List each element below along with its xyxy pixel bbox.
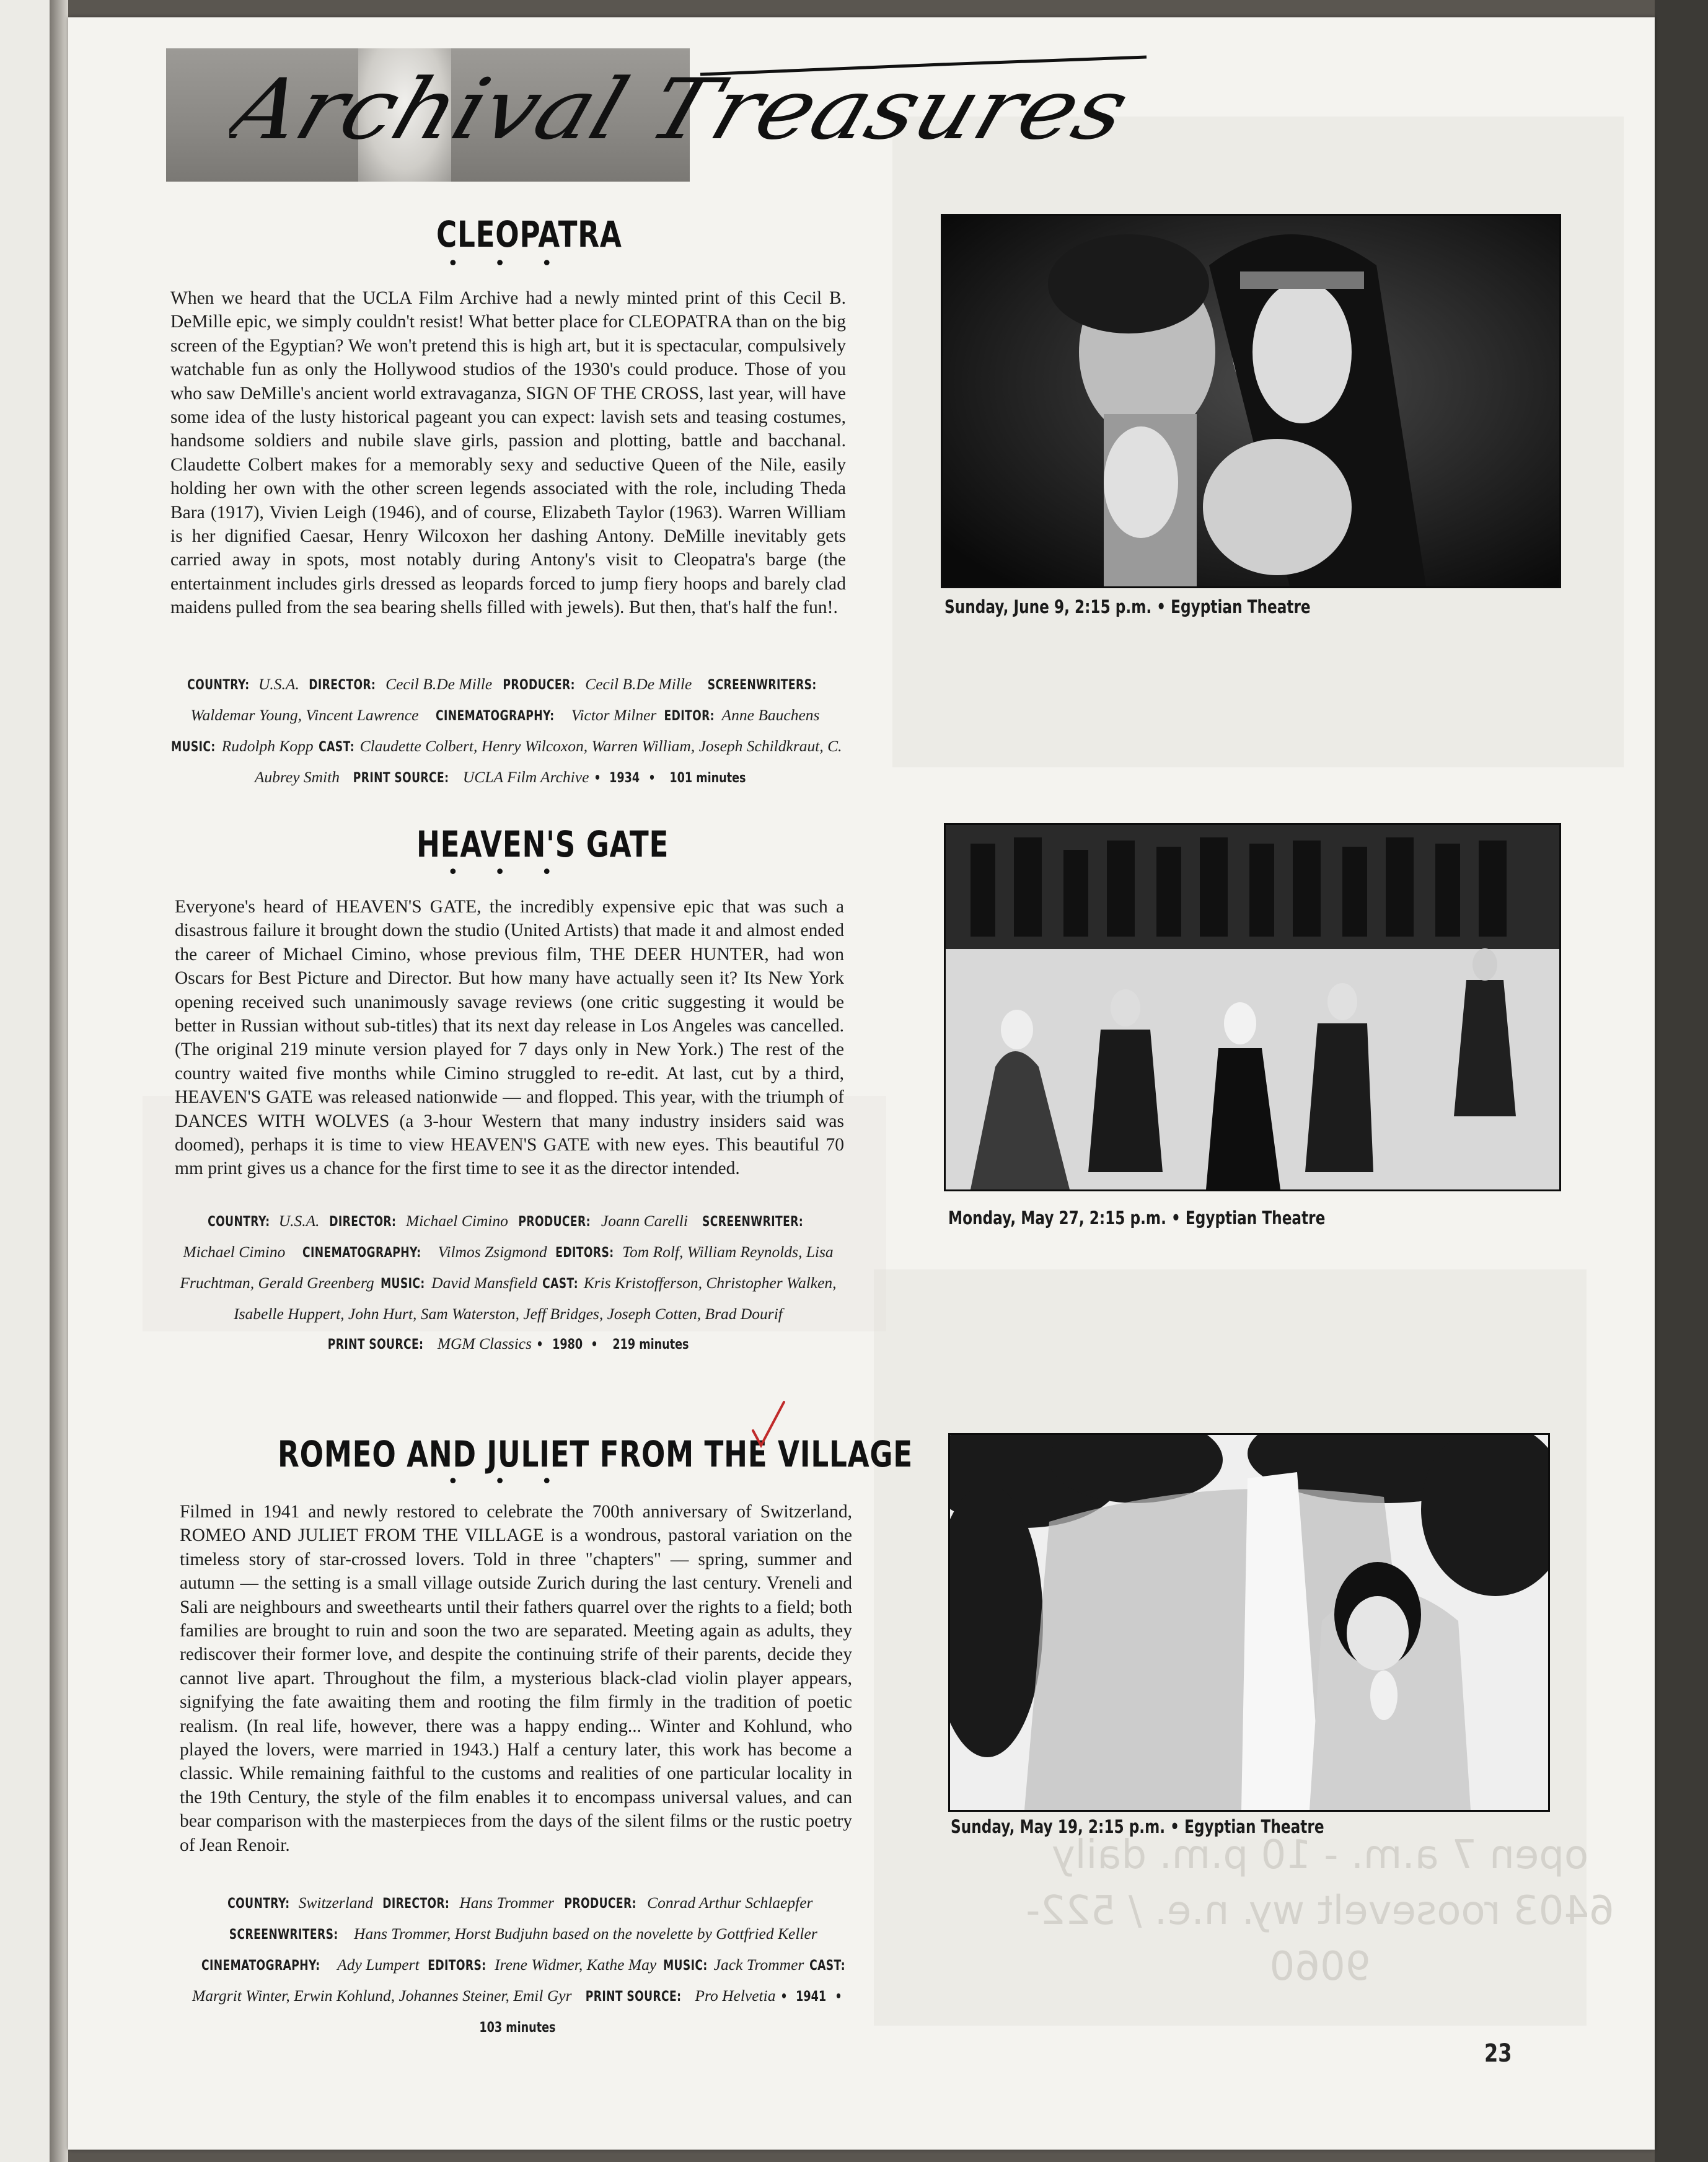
still-image: [950, 1435, 1548, 1810]
film-still: [944, 823, 1561, 1191]
script-title-text: Archival Treasures: [229, 61, 1141, 159]
credit-key: EDITOR:: [664, 708, 715, 724]
credit-key: SCREENWRITERS:: [229, 1927, 338, 1943]
script-title-svg: [229, 43, 1159, 192]
credit-value: Conrad Arthur Schlaepfer: [647, 1894, 813, 1912]
credit-bullet: •: [648, 770, 656, 786]
credit-key: PRINT SOURCE:: [328, 1337, 424, 1352]
title-dots: •••: [447, 253, 589, 275]
bleed-through-line: open 7 a.m. - 10 p.m. daily: [1051, 1832, 1589, 1878]
credit-key: MUSIC:: [663, 1958, 708, 1974]
film-synopsis: When we heard that the UCLA Film Archive had a newly minted print of this Cecil B. DeMille epic, we simply couldn't resist! What better place for CLEOPATRA than on the big screen of the Egyptian? We won't pretend this is high art, but it is spectacular, compulsively watchable fun as only the Hollywood studios of the 1930's could produce. Those of you who saw DeMille's ancient world extravaganza, SIGN OF THE CROSS, last year, will have some idea of the lusty historical pageant you can expect: lavish sets and teasing costumes, handsome soldiers and nubile slave girls, passion and plotting, battle and bacchanal. Claudette Colbert makes for a memorably sexy and seductive Queen of the Nile, easily holding her own with the other screen legends associated with the role, including Theda Bara (1917), Vivien Leigh (1946), and of course, Elizabeth Taylor (1963). Warren William is her dignified Caesar, Henry Wilcoxon her dashing Antony. DeMille inevitably gets carried away in spots, most notably during Antony's visit to Cleopatra's barge (the entertainment includes girls dressed as leopards forced to jump fiery hoops and barely clad maidens pulled from the sea bearing shells filled with jewels). But then, that's half the fun!.: [170, 288, 846, 618]
credit-value: Vilmos Zsigmond: [438, 1243, 547, 1261]
credit-value: Claudette Colbert, Henry Wilcoxon, Warren William, Joseph Schildkraut, C. Aubrey Smith: [254, 737, 842, 786]
credit-value: Cecil B.De Mille: [585, 675, 692, 693]
bleed-through-line: 6403 roosevelt wy. n.e. / 522-9060: [1026, 1888, 1614, 1990]
credit-value: Joann Carelli: [601, 1212, 688, 1230]
credit-value: Pro Helvetia: [695, 1987, 776, 2005]
credit-runtime: 101 minutes: [669, 770, 746, 786]
title-dots: •••: [447, 862, 589, 883]
facing-page-edge: [0, 0, 50, 2162]
handwritten-check-mark: [750, 1400, 787, 1449]
credit-key: CAST:: [809, 1958, 845, 1974]
film-credits: [167, 669, 843, 793]
credit-value: Hans Trommer: [459, 1894, 555, 1912]
credit-key: SCREENWRITERS:: [707, 677, 817, 693]
credit-key: DIRECTOR:: [382, 1896, 450, 1912]
credit-value: Waldemar Young, Vincent Lawrence: [190, 706, 419, 724]
book-gutter: [0, 0, 68, 2162]
credit-key: MUSIC:: [381, 1276, 425, 1292]
credit-key: CINEMATOGRAPHY:: [201, 1958, 320, 1974]
credit-key: DIRECTOR:: [309, 677, 376, 693]
film-title: HEAVEN'S GATE: [416, 823, 669, 865]
credit-key: CINEMATOGRAPHY:: [302, 1245, 421, 1261]
credit-value: Margrit Winter, Erwin Kohlund, Johannes Steiner, Emil Gyr: [192, 1987, 572, 2005]
credit-bullet: •: [780, 1989, 788, 2005]
title-dots: •••: [447, 1471, 589, 1493]
screening-caption: Sunday, May 19, 2:15 p.m. • Egyptian Theatre: [951, 1816, 1324, 1837]
credit-value: Michael Cimino: [183, 1243, 286, 1261]
credit-year: 1941: [796, 1989, 827, 2005]
credit-value: David Mansfield: [431, 1274, 537, 1292]
credit-value: Victor Milner: [571, 706, 657, 724]
screening-caption: Monday, May 27, 2:15 p.m. • Egyptian Theatre: [948, 1207, 1326, 1229]
credit-key: MUSIC:: [170, 739, 216, 755]
credit-key: COUNTRY:: [227, 1896, 290, 1912]
credit-value: U.S.A.: [258, 675, 299, 693]
credit-key: DIRECTOR:: [329, 1214, 397, 1230]
screening-caption: Sunday, June 9, 2:15 p.m. • Egyptian Theatre: [944, 596, 1311, 617]
page-number: 23: [1484, 2039, 1512, 2068]
credit-key: PRINT SOURCE:: [353, 770, 449, 786]
film-still: [941, 214, 1561, 588]
credit-key: CINEMATOGRAPHY:: [435, 708, 555, 724]
page-title: [229, 43, 1159, 192]
credit-value: Kris Kristofferson, Christopher Walken, Isabelle Huppert, John Hurt, Sam Waterston, Jeff Bridges, Joseph Cotten, Brad Dourif: [234, 1274, 837, 1323]
credit-key: PRINT SOURCE:: [585, 1989, 682, 2005]
credit-bullet: •: [594, 770, 601, 786]
credit-bullet: •: [536, 1337, 544, 1352]
credit-value: Anne Bauchens: [721, 706, 820, 724]
credit-key: SCREENWRITER:: [702, 1214, 804, 1230]
film-credits: [180, 1206, 837, 1360]
film-still: [948, 1433, 1550, 1812]
credit-value: Irene Widmer, Kathe May: [495, 1956, 657, 1974]
page-background-edge: [1655, 0, 1708, 2162]
credit-value: Hans Trommer, Horst Budjuhn based on the novelette by Gottfried Keller: [354, 1925, 817, 1943]
credit-key: PRODUCER:: [564, 1896, 637, 1912]
credit-year: 1980: [552, 1337, 583, 1352]
credit-runtime: 103 minutes: [479, 2020, 556, 2036]
credit-key: CAST:: [319, 739, 355, 755]
credit-year: 1934: [609, 770, 640, 786]
film-credits: [186, 1888, 849, 2043]
credit-value: Cecil B.De Mille: [385, 675, 493, 693]
still-image: [946, 825, 1559, 1189]
credit-bullet: •: [591, 1337, 599, 1352]
credit-value: Ady Lumpert: [337, 1956, 420, 1974]
credit-key: PRODUCER:: [502, 677, 575, 693]
credit-key: COUNTRY:: [187, 677, 250, 693]
film-title: CLEOPATRA: [436, 213, 622, 255]
film-synopsis: Filmed in 1941 and newly restored to celebrate the 700th anniversary of Switzerland, ROMEO AND JULIET FROM THE VILLAGE is a wondrous, pastoral variation on the timeless story of star-crossed lovers. Told in three "chapters" — spring, summer and autumn — the setting is a small village outside Zurich during the last century. Vreneli and Sali are neighbours and sweethearts until their fathers quarrel over the rights to a field; both families are brought to ruin and soon the two are separated. Meeting again as adults, they rediscover their former love, and despite the continuing strife of their parents, decide they cannot live apart. Throughout the film, a mysterious black-clad violin player appears, signifying the fate awaiting them and rooting the film firmly in the tradition of poetic realism. (In real life, however, there was a happy ending... Winter and Kohlund, who played the lovers, were married in 1943.) Half a century later, this work has become a classic. While remaining faithful to the customs and realities of one particular locality in the 19th Century, the style of the film enables it to encompass universal values, and can bear comparison with the masterpieces from the days of the silent films or the rustic poetry of Jean Renoir.: [180, 1502, 852, 1855]
credit-value: Tom Rolf, William Reynolds, Lisa Fruchtman, Gerald Greenberg: [180, 1243, 834, 1292]
credit-runtime: 219 minutes: [612, 1337, 689, 1352]
gutter-shadow: [50, 0, 68, 2162]
credit-value: MGM Classics: [437, 1335, 532, 1352]
credit-value: Switzerland: [298, 1894, 374, 1912]
credit-bullet: •: [835, 1989, 842, 2005]
credit-value: Michael Cimino: [405, 1212, 508, 1230]
credit-value: UCLA Film Archive: [462, 768, 589, 786]
credit-value: Jack Trommer: [713, 1956, 804, 1974]
credit-key: EDITORS:: [555, 1245, 614, 1261]
film-synopsis: Everyone's heard of HEAVEN'S GATE, the incredibly expensive epic that was such a disastrous failure it brought down the studio (United Artists) that made it and almost ended the career of Michael Cimino, whose previous film, THE DEER HUNTER, had won Oscars for Best Picture and Director. But how many have actually seen it? Its New York opening received such unanimously savage reviews (one critic suggesting it would be better in Russian without sub-titles) that its next day release in Los Angeles was cancelled. (The original 219 minute version played for 7 days only in New York.) The rest of the country waited five months while Cimino struggled to re-edit. At last, cut by a third, HEAVEN'S GATE was released nationwide — and flopped. This year, with the triumph of DANCES WITH WOLVES (a 3-hour Western that many industry insiders said was doomed), perhaps it is time to view HEAVEN'S GATE with new eyes. This beautiful 70 mm print gives us a chance for the first time to see it as the director intended.: [175, 897, 844, 1179]
credit-key: COUNTRY:: [207, 1214, 270, 1230]
credit-key: CAST:: [542, 1276, 579, 1292]
credit-key: PRODUCER:: [518, 1214, 591, 1230]
credit-value: Rudolph Kopp: [221, 737, 314, 755]
credit-key: EDITORS:: [428, 1958, 486, 1974]
bleed-through-text: [1010, 1827, 1630, 1995]
still-image: [943, 216, 1559, 586]
credit-value: U.S.A.: [278, 1212, 320, 1230]
film-title: ROMEO AND JULIET FROM THE VILLAGE: [278, 1433, 913, 1475]
